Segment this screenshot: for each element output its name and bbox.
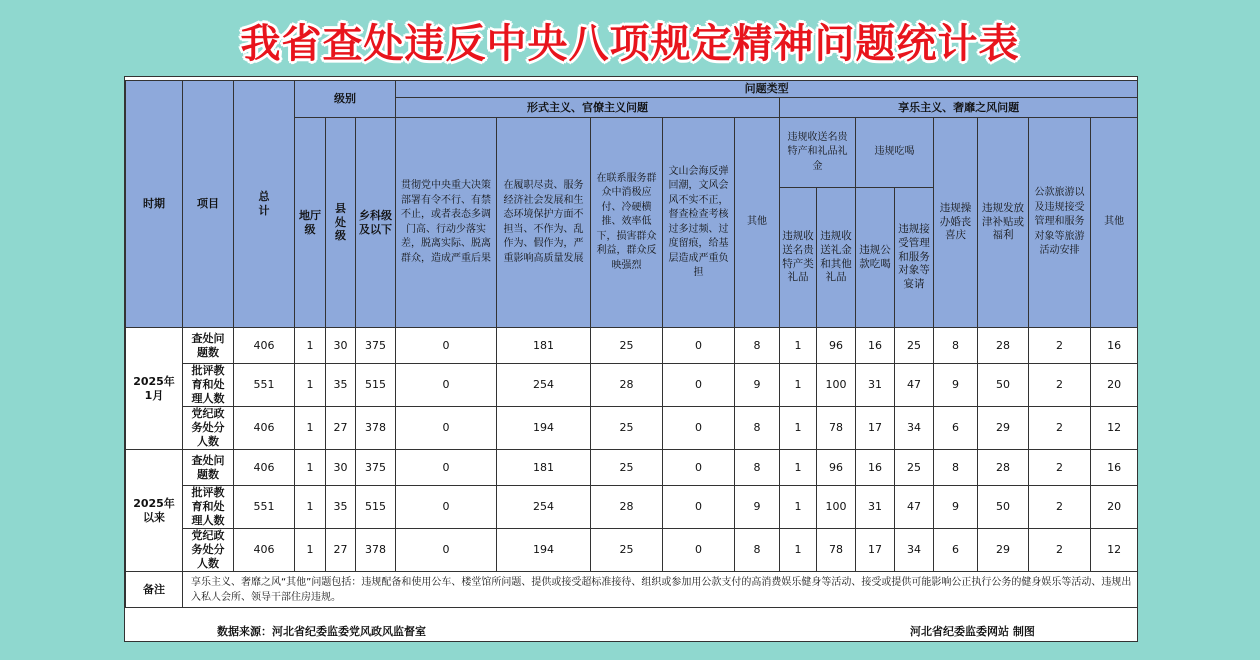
header-level-county: 县处级: [326, 118, 356, 328]
value-cell: 6: [934, 407, 978, 450]
value-cell: 9: [934, 486, 978, 529]
value-cell: 551: [234, 486, 295, 529]
header-gift-group: 违规收送名贵特产和礼品礼金: [780, 118, 856, 188]
value-cell: 406: [234, 529, 295, 572]
value-cell: 6: [934, 529, 978, 572]
item-cell: 批评教育和处理人数: [183, 486, 234, 529]
page-title: 我省查处违反中央八项规定精神问题统计表: [240, 21, 1020, 67]
value-cell: 1: [780, 364, 817, 407]
header-level: 级别: [295, 81, 396, 118]
value-cell: 194: [497, 529, 591, 572]
value-cell: 78: [817, 407, 856, 450]
value-cell: 28: [978, 328, 1029, 364]
value-cell: 375: [356, 328, 396, 364]
value-cell: 17: [856, 529, 895, 572]
value-cell: 0: [396, 407, 497, 450]
header-g1-col-2: 在履职尽责、服务经济社会发展和生态环境保护方面不担当、不作为、乱作为、假作为，严重影响高质量发展: [497, 118, 591, 328]
value-cell: 254: [497, 486, 591, 529]
value-cell: 29: [978, 529, 1029, 572]
value-cell: 1: [295, 450, 326, 486]
value-cell: 20: [1091, 364, 1138, 407]
item-cell: 查处问题数: [183, 450, 234, 486]
value-cell: 2: [1029, 328, 1091, 364]
header-level-township: 乡科级及以下: [356, 118, 396, 328]
value-cell: 181: [497, 450, 591, 486]
header-group-formalism: 形式主义、官僚主义问题: [396, 98, 780, 118]
value-cell: 28: [591, 364, 663, 407]
value-cell: 0: [396, 328, 497, 364]
value-cell: 1: [780, 328, 817, 364]
value-cell: 0: [663, 486, 735, 529]
value-cell: 35: [326, 486, 356, 529]
value-cell: 1: [780, 450, 817, 486]
header-g1-col-4: 文山会海反弹回潮，文风会风不实不正，督查检查考核过多过频、过度留痕，给基层造成严重负担: [663, 118, 735, 328]
value-cell: 515: [356, 364, 396, 407]
value-cell: 8: [735, 450, 780, 486]
item-cell: 党纪政务处分人数: [183, 407, 234, 450]
value-cell: 551: [234, 364, 295, 407]
value-cell: 1: [295, 328, 326, 364]
header-group-hedonism: 享乐主义、奢靡之风问题: [780, 98, 1138, 118]
header-g2-col-travel: 公款旅游以及违规接受管理和服务对象等旅游活动安排: [1029, 118, 1091, 328]
value-cell: 378: [356, 529, 396, 572]
value-cell: 16: [856, 450, 895, 486]
value-cell: 25: [591, 407, 663, 450]
header-item: 项目: [183, 81, 234, 328]
header-eat-group: 违规吃喝: [856, 118, 934, 188]
value-cell: 1: [295, 364, 326, 407]
value-cell: 2: [1029, 364, 1091, 407]
header-period: 时期: [126, 81, 183, 328]
value-cell: 25: [591, 529, 663, 572]
value-cell: 8: [735, 407, 780, 450]
value-cell: 35: [326, 364, 356, 407]
value-cell: 8: [735, 529, 780, 572]
value-cell: 1: [295, 529, 326, 572]
value-cell: 25: [895, 328, 934, 364]
value-cell: 1: [295, 407, 326, 450]
table-row: [126, 486, 1138, 529]
value-cell: 378: [356, 407, 396, 450]
header-eat-public: 违规公款吃喝: [856, 188, 895, 328]
value-cell: 100: [817, 364, 856, 407]
value-cell: 0: [663, 364, 735, 407]
value-cell: 0: [396, 450, 497, 486]
value-cell: 96: [817, 450, 856, 486]
period-cell: 2025年1月: [126, 328, 183, 450]
value-cell: 2: [1029, 529, 1091, 572]
value-cell: 0: [663, 529, 735, 572]
item-cell: 党纪政务处分人数: [183, 529, 234, 572]
header-eat-banquet: 违规接受管理和服务对象等宴请: [895, 188, 934, 328]
header-total: 总计: [234, 81, 295, 328]
value-cell: 0: [663, 407, 735, 450]
value-cell: 0: [396, 364, 497, 407]
header-problem-type: 问题类型: [396, 81, 1138, 98]
value-cell: 0: [663, 328, 735, 364]
value-cell: 1: [780, 529, 817, 572]
value-cell: 31: [856, 364, 895, 407]
value-cell: 1: [295, 486, 326, 529]
table-row: [126, 328, 1138, 364]
value-cell: 16: [1091, 450, 1138, 486]
value-cell: 12: [1091, 529, 1138, 572]
table-row: [126, 529, 1138, 572]
value-cell: 30: [326, 450, 356, 486]
value-cell: 28: [591, 486, 663, 529]
header-g1-other: 其他: [735, 118, 780, 328]
header-g2-other: 其他: [1091, 118, 1138, 328]
header-level-prefecture: 地厅级: [295, 118, 326, 328]
table-row: [126, 450, 1138, 486]
value-cell: 78: [817, 529, 856, 572]
value-cell: 16: [1091, 328, 1138, 364]
value-cell: 25: [591, 450, 663, 486]
statistics-table: [125, 80, 1138, 608]
value-cell: 27: [326, 407, 356, 450]
value-cell: 17: [856, 407, 895, 450]
value-cell: 27: [326, 529, 356, 572]
value-cell: 406: [234, 450, 295, 486]
value-cell: 25: [895, 450, 934, 486]
value-cell: 50: [978, 364, 1029, 407]
value-cell: 12: [1091, 407, 1138, 450]
value-cell: 96: [817, 328, 856, 364]
value-cell: 16: [856, 328, 895, 364]
value-cell: 25: [591, 328, 663, 364]
value-cell: 1: [780, 486, 817, 529]
value-cell: 0: [663, 450, 735, 486]
value-cell: 2: [1029, 407, 1091, 450]
remark-text: 享乐主义、奢靡之风“其他”问题包括：违规配备和使用公车、楼堂馆所问题、提供或接受超标准接待、组织或参加用公款支付的高消费娱乐健身等活动、接受或提供可能影响公正执行公务的健身娱乐等活动、违规出入私人会所、领导干部住房违规。: [183, 572, 1138, 608]
value-cell: 0: [396, 486, 497, 529]
value-cell: 9: [934, 364, 978, 407]
header-g1-col-1: 贯彻党中央重大决策部署有令不行、有禁不止，或者表态多调门高、行动少落实差，脱离实际、脱离群众，造成严重后果: [396, 118, 497, 328]
value-cell: 406: [234, 328, 295, 364]
header-g2-col-subsidy: 违规发放津补贴或福利: [978, 118, 1029, 328]
value-cell: 31: [856, 486, 895, 529]
footer-source: 数据来源：河北省纪委监委党风政风监督室: [217, 625, 426, 638]
value-cell: 1: [780, 407, 817, 450]
value-cell: 2: [1029, 486, 1091, 529]
period-cell: 2025年以来: [126, 450, 183, 572]
value-cell: 0: [396, 529, 497, 572]
value-cell: 28: [978, 450, 1029, 486]
value-cell: 34: [895, 529, 934, 572]
value-cell: 8: [934, 450, 978, 486]
value-cell: 2: [1029, 450, 1091, 486]
footer: [125, 617, 1137, 641]
value-cell: 8: [934, 328, 978, 364]
value-cell: 50: [978, 486, 1029, 529]
header-gift-cash: 违规收送礼金和其他礼品: [817, 188, 856, 328]
value-cell: 34: [895, 407, 934, 450]
value-cell: 194: [497, 407, 591, 450]
remark-label: 备注: [126, 572, 183, 608]
item-cell: 批评教育和处理人数: [183, 364, 234, 407]
value-cell: 30: [326, 328, 356, 364]
value-cell: 9: [735, 486, 780, 529]
statistics-sheet: [124, 76, 1138, 642]
item-cell: 查处问题数: [183, 328, 234, 364]
value-cell: 20: [1091, 486, 1138, 529]
table-row: [126, 364, 1138, 407]
table-row: [126, 407, 1138, 450]
value-cell: 29: [978, 407, 1029, 450]
value-cell: 375: [356, 450, 396, 486]
value-cell: 100: [817, 486, 856, 529]
footer-maker: 河北省纪委监委网站 制图: [910, 625, 1035, 638]
header-gift-specialty: 违规收送名贵特产类礼品: [780, 188, 817, 328]
value-cell: 181: [497, 328, 591, 364]
header-g2-col-wedding: 违规操办婚丧喜庆: [934, 118, 978, 328]
value-cell: 8: [735, 328, 780, 364]
header-g1-col-3: 在联系服务群众中消极应付、冷硬横推、效率低下，损害群众利益，群众反映强烈: [591, 118, 663, 328]
value-cell: 406: [234, 407, 295, 450]
value-cell: 47: [895, 364, 934, 407]
value-cell: 9: [735, 364, 780, 407]
value-cell: 47: [895, 486, 934, 529]
value-cell: 515: [356, 486, 396, 529]
value-cell: 254: [497, 364, 591, 407]
